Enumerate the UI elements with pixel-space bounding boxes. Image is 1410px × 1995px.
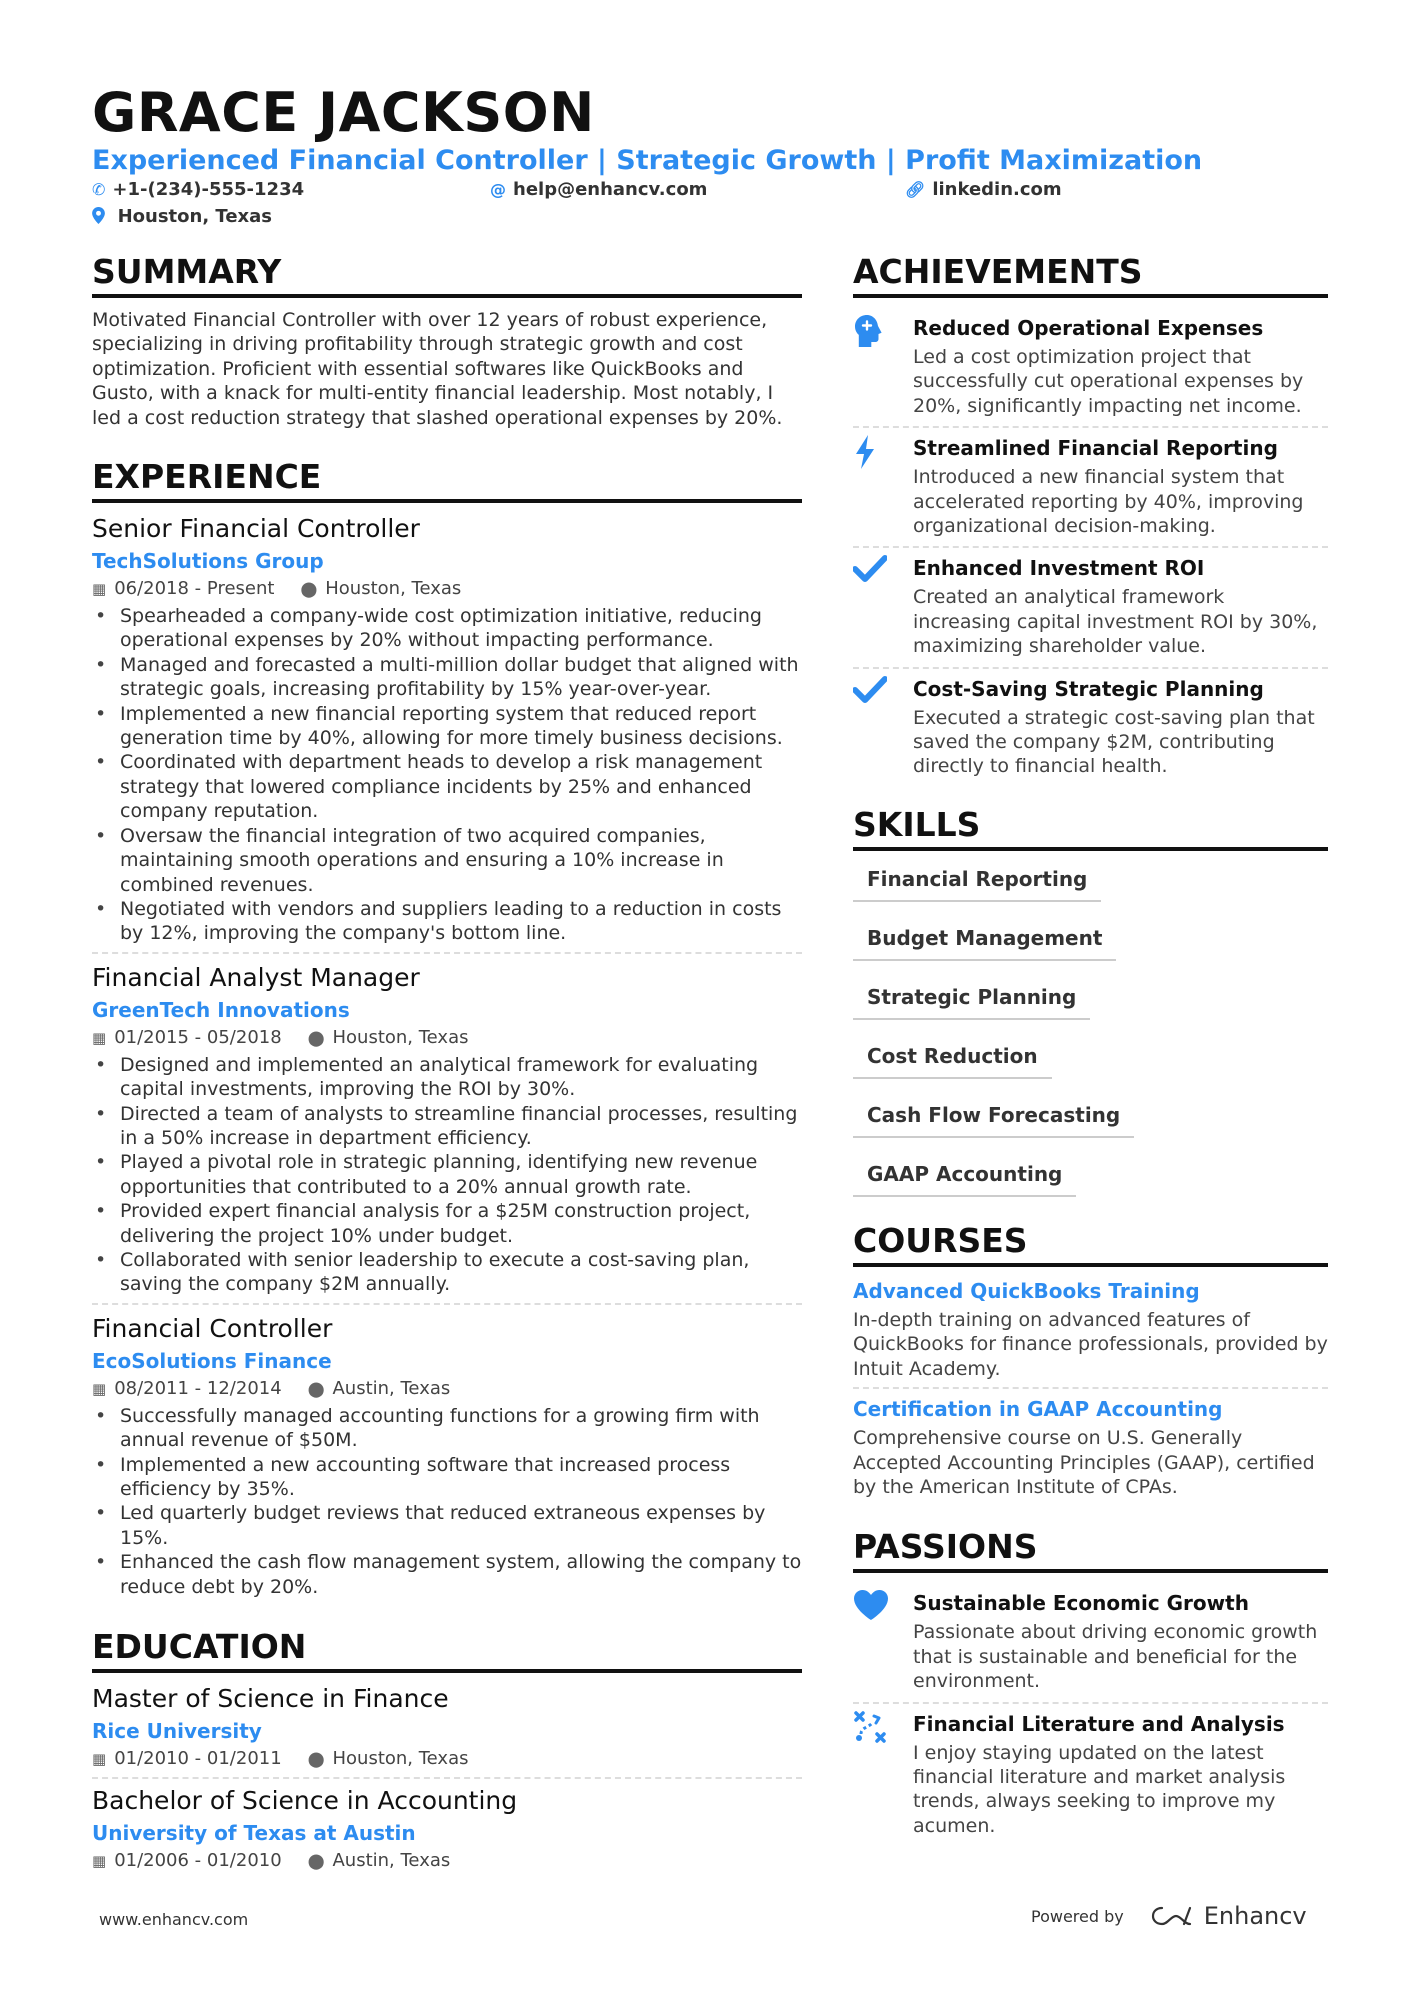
calendar-icon: ▦ bbox=[92, 1379, 107, 1398]
contact-phone[interactable]: ✆ +1-(234)-555-1234 bbox=[92, 179, 305, 200]
education-dates: ▦ 01/2010 - 01/2011 bbox=[92, 1748, 282, 1770]
at-sign-icon: @ bbox=[490, 180, 506, 199]
strategy-icon bbox=[853, 1710, 913, 1839]
job-meta bbox=[92, 1377, 802, 1401]
course-title: Advanced QuickBooks Training bbox=[853, 1278, 1200, 1303]
job-meta bbox=[92, 1026, 802, 1050]
calendar-icon: ▦ bbox=[92, 1750, 107, 1769]
achievement-item bbox=[853, 548, 1328, 668]
achievement-item bbox=[853, 428, 1328, 548]
achievement-body bbox=[913, 554, 1328, 658]
location-pin-icon bbox=[92, 207, 111, 226]
course-title: Certification in GAAP Accounting bbox=[853, 1397, 1223, 1422]
achievement-body bbox=[913, 675, 1328, 779]
achievement-item bbox=[853, 308, 1328, 428]
bullet-item: • Managed and forecasted a multi-million dollar budget that aligned with strategic goals, increasing profitability by 15% year-over-year. bbox=[92, 653, 802, 702]
job-meta bbox=[92, 577, 802, 601]
bullet-item: • Led quarterly budget reviews that reduced extraneous expenses by 15%. bbox=[92, 1501, 802, 1550]
bullet-item: • Played a pivotal role in strategic planning, identifying new revenue opportunities that contributed to a 20% annual growth rate. bbox=[92, 1150, 802, 1199]
achievement-title: Reduced Operational Expenses bbox=[913, 316, 1264, 340]
job-location: ⬤ Houston, Texas bbox=[300, 578, 462, 600]
candidate-name: GRACE JACKSON bbox=[92, 81, 595, 144]
experience-entry bbox=[92, 513, 802, 954]
job-title: Senior Financial Controller bbox=[92, 514, 420, 544]
skill-tag: Financial Reporting bbox=[853, 861, 1101, 902]
contact-linkedin[interactable]: 🔗︎ linkedin.com bbox=[905, 179, 1062, 200]
calendar-icon: ▦ bbox=[92, 1852, 107, 1871]
location-pin-icon: ⬤ bbox=[307, 1028, 325, 1047]
bullet-item: • Implemented a new financial reporting system that reduced report generation time by 40%, allowing for more timely business decisions. bbox=[92, 702, 802, 751]
job-title: Financial Controller bbox=[92, 1313, 333, 1343]
course-description: Comprehensive course on U.S. Generally Accepted Accounting Principles (GAAP), certified by the American Institute of CPAs. bbox=[853, 1427, 1315, 1498]
bolt-icon bbox=[853, 434, 913, 538]
bullet-item: • Enhanced the cash flow management system, allowing the company to reduce debt by 20%. bbox=[92, 1550, 802, 1599]
skill-tag: Cost Reduction bbox=[853, 1038, 1052, 1079]
job-bullets bbox=[92, 604, 802, 946]
bullet-item: • Directed a team of analysts to streamline financial processes, resulting in a 50% increase in department efficiency. bbox=[92, 1102, 802, 1151]
job-title: Financial Analyst Manager bbox=[92, 962, 420, 992]
achievement-title: Streamlined Financial Reporting bbox=[913, 436, 1278, 461]
experience-entry bbox=[92, 962, 802, 1305]
achievements-heading: ACHIEVEMENTS bbox=[853, 252, 1328, 298]
phone-icon: ✆ bbox=[92, 180, 106, 199]
skills-heading: SKILLS bbox=[853, 805, 1328, 851]
bullet-item: • Designed and implemented an analytical framework for evaluating capital investments, improving the ROI by 30%. bbox=[92, 1053, 802, 1102]
education-meta bbox=[92, 1849, 802, 1873]
left-column bbox=[92, 252, 802, 1885]
skill-tag: Cash Flow Forecasting bbox=[853, 1097, 1134, 1138]
skills-list bbox=[853, 861, 1328, 1197]
job-dates: ▦ 08/2011 - 12/2014 bbox=[92, 1377, 282, 1399]
job-bullets bbox=[92, 1053, 802, 1297]
skill-tag: GAAP Accounting bbox=[853, 1156, 1076, 1197]
link-icon: 🔗︎ bbox=[905, 180, 926, 199]
course-item bbox=[853, 1395, 1328, 1505]
job-dates: ▦ 06/2018 - Present bbox=[92, 578, 275, 600]
degree: Bachelor of Science in Accounting bbox=[92, 1786, 518, 1816]
achievement-title: Enhanced Investment ROI bbox=[913, 556, 1205, 581]
enhancv-logo-icon bbox=[1150, 1904, 1196, 1928]
education-location: ⬤ Houston, Texas bbox=[307, 1748, 469, 1770]
achievement-description: Executed a strategic cost-saving plan that saved the company $2M, contributing directly to financial health. bbox=[913, 706, 1315, 778]
school-name: University of Texas at Austin bbox=[92, 1821, 416, 1846]
experience-entry bbox=[92, 1313, 802, 1605]
bullet-item: • Implemented a new accounting software that increased process efficiency by 35%. bbox=[92, 1453, 802, 1502]
education-entry bbox=[92, 1683, 802, 1779]
job-location: ⬤ Houston, Texas bbox=[307, 1026, 469, 1048]
location-pin-icon: ⬤ bbox=[307, 1750, 325, 1769]
passion-item bbox=[853, 1583, 1328, 1703]
contact-email[interactable]: @ help@enhancv.com bbox=[490, 179, 708, 200]
bullet-item: • Negotiated with vendors and suppliers leading to a reduction in costs by 12%, improving the company's bottom line. bbox=[92, 897, 802, 946]
summary-text: Motivated Financial Controller with over 12 years of robust experience, specializing in driving profitability through strategic growth and cost optimization. Proficient with essential softwares like QuickBooks and Gusto, with a knack for multi-entity financial leadership. Most notably, I led a cost reduction strategy that slashed operational expenses by 20%. bbox=[92, 309, 783, 429]
skill-tag: Strategic Planning bbox=[853, 979, 1090, 1020]
education-location: ⬤ Austin, Texas bbox=[307, 1850, 451, 1872]
passion-title: Sustainable Economic Growth bbox=[913, 1591, 1249, 1616]
right-column bbox=[853, 252, 1328, 1846]
company-name: EcoSolutions Finance bbox=[92, 1348, 332, 1373]
experience-heading: EXPERIENCE bbox=[92, 457, 802, 503]
footer-website[interactable]: www.enhancv.com bbox=[99, 1910, 249, 1929]
achievement-body bbox=[913, 314, 1328, 418]
enhancv-logo[interactable]: Enhancv bbox=[1150, 1902, 1307, 1930]
location-pin-icon: ⬤ bbox=[300, 580, 318, 599]
passion-body bbox=[913, 1710, 1328, 1839]
bullet-item: • Oversaw the financial integration of two acquired companies, maintaining smooth operations and ensuring a 10% increase in combined revenues. bbox=[92, 824, 802, 897]
bullet-item: • Provided expert financial analysis for a $25M construction project, delivering the project 10% under budget. bbox=[92, 1199, 802, 1248]
bullet-item: • Successfully managed accounting functions for a growing firm with annual revenue of $50M. bbox=[92, 1404, 802, 1453]
education-entry bbox=[92, 1785, 802, 1879]
powered-by-label: Powered by bbox=[1031, 1906, 1124, 1926]
achievement-description: Led a cost optimization project that successfully cut operational expenses by 20%, significantly impacting net income. bbox=[913, 346, 1304, 417]
education-dates: ▦ 01/2006 - 01/2010 bbox=[92, 1850, 282, 1872]
passion-description: I enjoy staying updated on the latest financial literature and market analysis trends, always seeking to improve my acumen. bbox=[913, 1741, 1286, 1837]
location-pin-icon: ⬤ bbox=[307, 1852, 325, 1871]
calendar-icon: ▦ bbox=[92, 580, 107, 599]
achievement-item bbox=[853, 669, 1328, 787]
company-name: TechSolutions Group bbox=[92, 549, 324, 574]
passions-heading: PASSIONS bbox=[853, 1527, 1328, 1573]
job-location: ⬤ Austin, Texas bbox=[307, 1377, 451, 1399]
achievement-title: Cost-Saving Strategic Planning bbox=[913, 676, 1264, 701]
passion-item bbox=[853, 1704, 1328, 1847]
company-name: GreenTech Innovations bbox=[92, 997, 350, 1022]
degree: Master of Science in Finance bbox=[92, 1684, 449, 1714]
job-dates: ▦ 01/2015 - 05/2018 bbox=[92, 1026, 282, 1048]
bullet-item: • Collaborated with senior leadership to execute a cost-saving plan, saving the company $2M annually. bbox=[92, 1248, 802, 1297]
education-heading: EDUCATION bbox=[92, 1627, 802, 1673]
checkmark-icon bbox=[853, 675, 913, 779]
bullet-item: • Coordinated with department heads to develop a risk management strategy that lowered compliance incidents by 25% and enhanced company reputation. bbox=[92, 750, 802, 823]
course-description: In-depth training on advanced features of QuickBooks for finance professionals, provided by Intuit Academy. bbox=[853, 1308, 1328, 1380]
skill-tag: Budget Management bbox=[853, 920, 1116, 961]
job-bullets bbox=[92, 1404, 802, 1599]
calendar-icon: ▦ bbox=[92, 1028, 107, 1047]
head-icon bbox=[853, 314, 913, 418]
contact-location: Houston, Texas bbox=[92, 206, 272, 228]
achievement-description: Created an analytical framework increasing capital investment ROI by 30%, maximizing shareholder value. bbox=[913, 586, 1318, 658]
courses-heading: COURSES bbox=[853, 1221, 1328, 1267]
achievement-body bbox=[913, 434, 1328, 538]
education-meta bbox=[92, 1747, 802, 1771]
headline: Experienced Financial Controller | Strategic Growth | Profit Maximization bbox=[92, 145, 1203, 176]
location-pin-icon: ⬤ bbox=[307, 1379, 325, 1398]
heart-icon bbox=[853, 1589, 913, 1693]
school-name: Rice University bbox=[92, 1719, 262, 1744]
course-item bbox=[853, 1277, 1328, 1389]
passion-body bbox=[913, 1589, 1328, 1693]
bullet-item: • Spearheaded a company-wide cost optimization initiative, reducing operational expenses by 20% without impacting performance. bbox=[92, 604, 802, 653]
checkmark-icon bbox=[853, 554, 913, 658]
passion-title: Financial Literature and Analysis bbox=[913, 1711, 1285, 1736]
achievement-description: Introduced a new financial system that accelerated reporting by 40%, improving organizational decision-making. bbox=[913, 466, 1304, 538]
passion-description: Passionate about driving economic growth that is sustainable and beneficial for the environment. bbox=[913, 1621, 1318, 1693]
footer-branding bbox=[1031, 1902, 1307, 1930]
summary-heading: SUMMARY bbox=[92, 252, 802, 298]
